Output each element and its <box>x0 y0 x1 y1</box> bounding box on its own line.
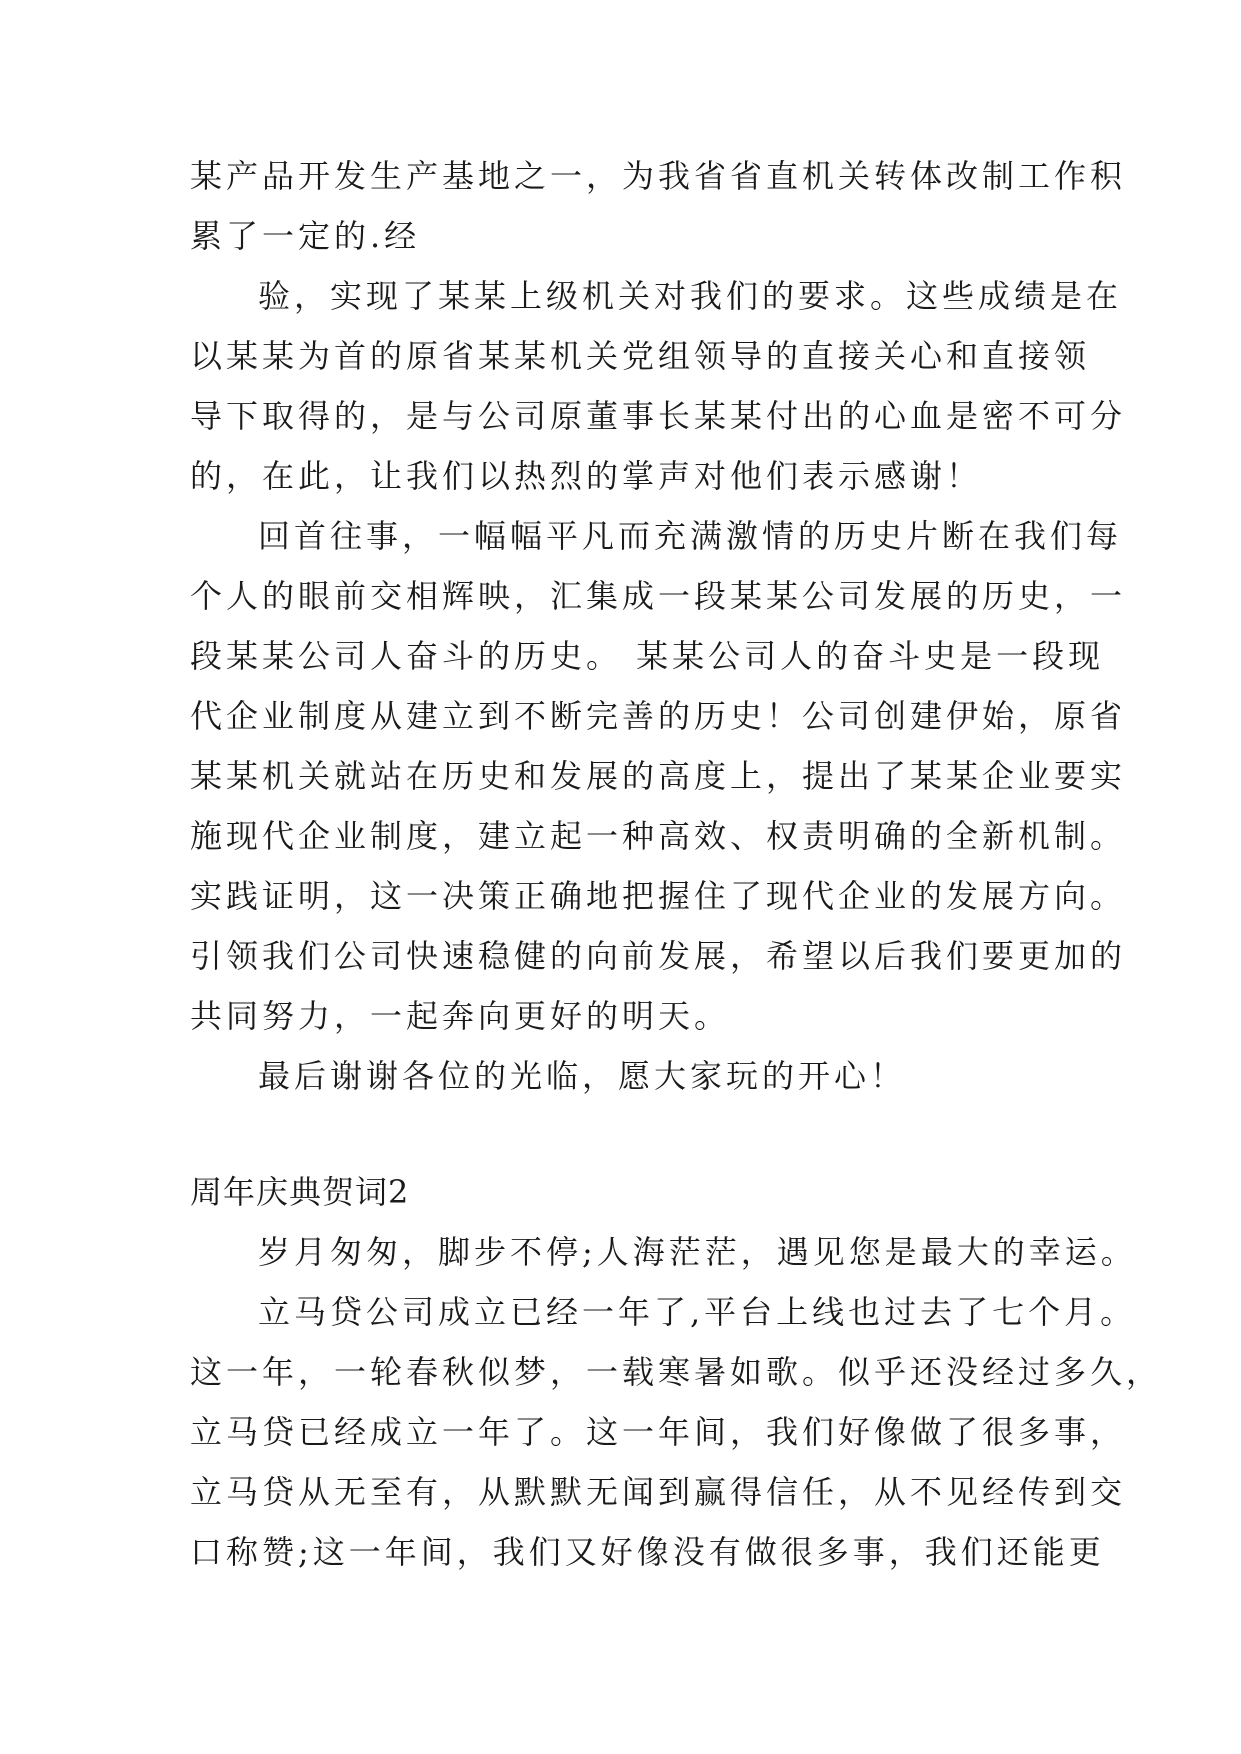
paragraph-line: 共同努力，一起奔向更好的明天。 <box>190 997 731 1035</box>
paragraph-line: 的，在此，让我们以热烈的掌声对他们表示感谢！ <box>190 457 983 495</box>
paragraph-line: 回首往事，一幅幅平凡而充满激情的历史片断在我们每 <box>258 517 1123 555</box>
paragraph-line: 某某机关就站在历史和发展的高度上，提出了某某企业要实 <box>190 757 1127 795</box>
paragraph-line: 以某某为首的原省某某机关党组领导的直接关心和直接领 <box>190 337 1091 375</box>
paragraph-line: 累了一定的.经 <box>190 217 421 255</box>
paragraph-line: 代企业制度从建立到不断完善的历史！公司创建伊始，原省 <box>190 697 1127 735</box>
document-page <box>190 146 1163 1582</box>
paragraph-line: 引领我们公司快速稳健的向前发展，希望以后我们要更加的 <box>190 937 1127 975</box>
paragraph-line: 岁月匆匆，脚步不停;人海茫茫，遇见您是最大的幸运。 <box>258 1233 1137 1271</box>
paragraph-line: 这一年，一轮春秋似梦，一载寒暑如歌。似乎还没经过多久， <box>190 1353 1163 1391</box>
paragraph-line: 最后谢谢各位的光临，愿大家玩的开心！ <box>258 1057 907 1095</box>
section-spacer <box>190 1106 1070 1162</box>
paragraph-line: 口称赞;这一年间，我们又好像没有做很多事，我们还能更 <box>190 1533 1105 1571</box>
paragraph-line: 导下取得的，是与公司原董事长某某付出的心血是密不可分 <box>190 397 1127 435</box>
paragraph-line: 段某某公司人奋斗的历史。 某某公司人的奋斗史是一段现 <box>190 637 1105 675</box>
paragraph-line: 实践证明，这一决策正确地把握住了现代企业的发展方向。 <box>190 877 1127 915</box>
paragraph-line: 验，实现了某某上级机关对我们的要求。这些成绩是在 <box>258 277 1123 315</box>
paragraph-line: 施现代企业制度，建立起一种高效、权责明确的全新机制。 <box>190 817 1127 855</box>
paragraph-line: 立马贷公司成立已经一年了,平台上线也过去了七个月。 <box>258 1293 1137 1331</box>
paragraph-line: 立马贷已经成立一年了。这一年间，我们好像做了很多事， <box>190 1413 1127 1451</box>
paragraph-line: 某产品开发生产基地之一，为我省省直机关转体改制工作积 <box>190 157 1127 195</box>
paragraph-line: 立马贷从无至有，从默默无闻到赢得信任，从不见经传到交 <box>190 1473 1127 1511</box>
paragraph-line: 个人的眼前交相辉映，汇集成一段某某公司发展的历史，一 <box>190 577 1127 615</box>
section-heading: 周年庆典贺词2 <box>190 1173 410 1211</box>
